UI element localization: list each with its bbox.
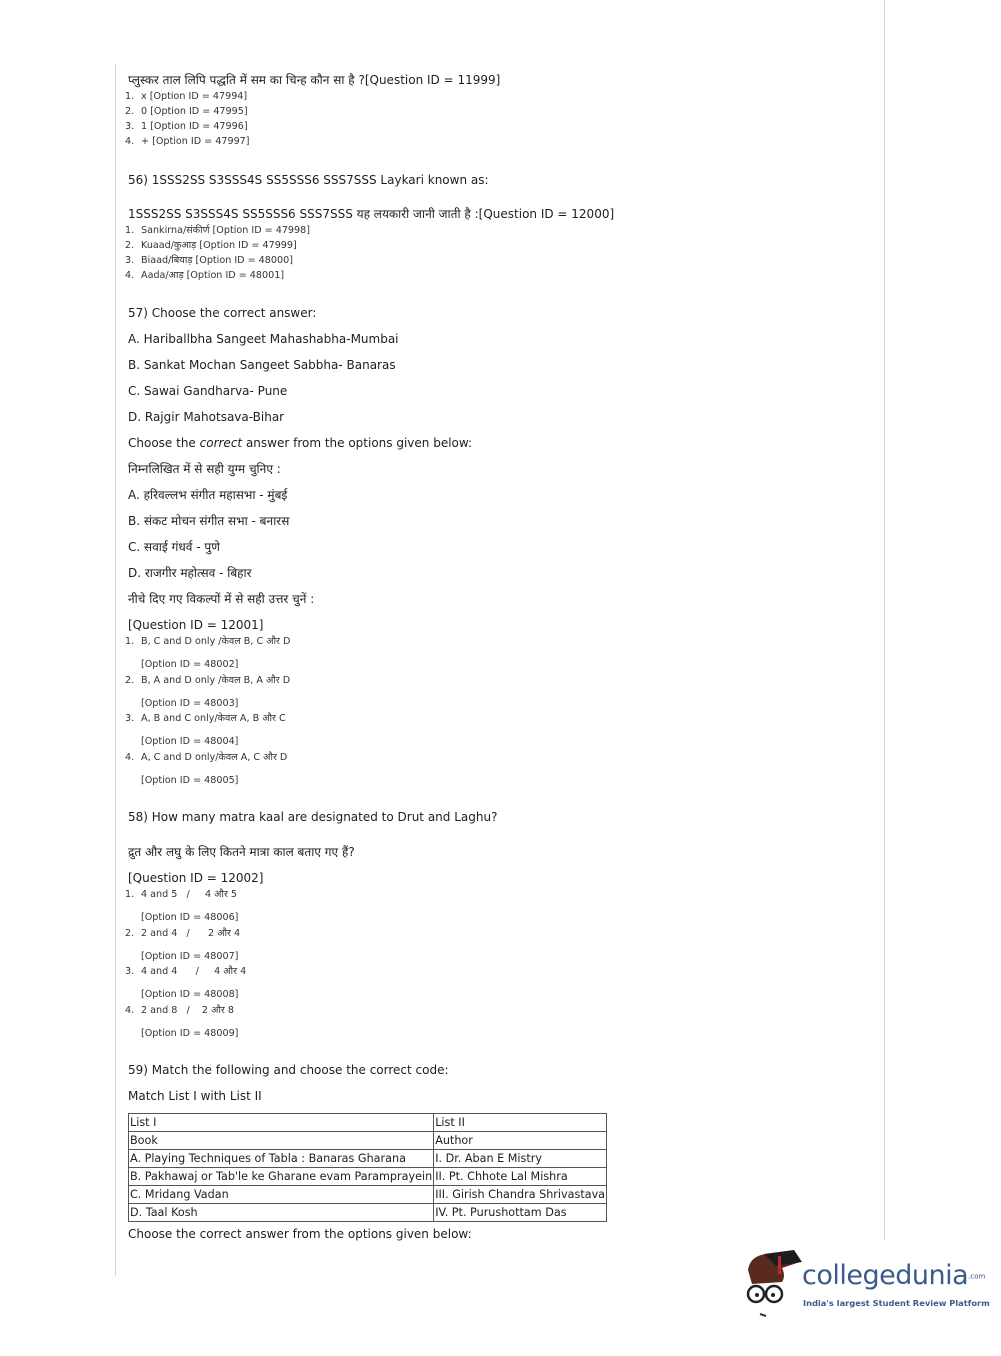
option: 2. B, A and D only /केवल B, A और D	[125, 675, 291, 686]
question-id: [Question ID = 12002]	[128, 871, 264, 885]
question-59-subtitle: Match List I with List II	[128, 1089, 262, 1103]
table-row: List I List II	[129, 1114, 607, 1132]
option: 3. 1 [Option ID = 47996]	[125, 121, 248, 132]
option-id: [Option ID = 48002]	[141, 659, 239, 670]
question-59-title: 59) Match the following and choose the correct code:	[128, 1063, 449, 1077]
brand-name: collegedunia.com	[802, 1260, 986, 1291]
option: 1. B, C and D only /केवल B, C और D	[125, 636, 291, 647]
option-id: [Option ID = 48006]	[141, 912, 239, 923]
brand-tagline: India's largest Student Review Platform	[803, 1298, 990, 1308]
collegedunia-logo	[742, 1248, 990, 1320]
question-56-hindi: 1SSS2SS S3SSS4S SS5SSS6 SSS7SSS यह लयकारी जानी जाती है :[Question ID = 12000]	[128, 207, 615, 221]
option: 2. 0 [Option ID = 47995]	[125, 106, 248, 117]
option-id: [Option ID = 48004]	[141, 736, 239, 747]
table-row: C. Mridang Vadan III. Girish Chandra Shrivastava	[129, 1186, 607, 1204]
option: 3. 4 and 4 / 4 और 4	[125, 966, 247, 977]
statement: C. Sawai Gandharva- Pune	[128, 384, 288, 398]
hindi-line: C. सवाई गंधर्व - पुणे	[128, 540, 220, 554]
match-table	[128, 1113, 607, 1222]
option: 1. 4 and 5 / 4 और 5	[125, 889, 238, 900]
hindi-line: निम्नलिखित में से सही युग्म चुनिए :	[128, 462, 281, 476]
choose-instruction: Choose the correct answer from the options given below:	[128, 1227, 472, 1241]
question-58-hindi: द्रुत और लघु के लिए कितने मात्रा काल बताए गए हैं?	[128, 845, 355, 859]
table-row: Book Author	[129, 1132, 607, 1150]
option: 4. + [Option ID = 47997]	[125, 136, 250, 147]
hindi-line: A. हरिवल्लभ संगीत महासभा - मुंबई	[128, 488, 288, 502]
statement: D. Rajgir Mahotsava-Bihar	[128, 410, 285, 424]
table-row: A. Playing Techniques of Tabla : Banaras Gharana I. Dr. Aban E Mistry	[129, 1150, 607, 1168]
option: 3. Biaad/बियाड़ [Option ID = 48000]	[125, 255, 293, 266]
option: 2. 2 and 4 / 2 और 4	[125, 928, 241, 939]
option-id: [Option ID = 48005]	[141, 775, 239, 786]
question-55-text: प्लुस्कर ताल लिपि पद्धति में सम का चिन्ह कौन सा है ?[Question ID = 11999]	[128, 73, 501, 87]
option-id: [Option ID = 48003]	[141, 698, 239, 709]
option: 4. 2 and 8 / 2 और 8	[125, 1005, 234, 1016]
choose-instruction: Choose the correct answer from the options given below:	[128, 436, 473, 450]
question-id: [Question ID = 12001]	[128, 618, 264, 632]
left-margin-line	[115, 64, 116, 1276]
option: 3. A, B and C only/केवल A, B और C	[125, 713, 286, 724]
option: 4. A, C and D only/केवल A, C और D	[125, 752, 288, 763]
question-58-title: 58) How many matra kaal are designated to Drut and Laghu?	[128, 810, 498, 824]
hindi-line: B. संकट मोचन संगीत सभा - बनारस	[128, 514, 290, 528]
table-row: D. Taal Kosh IV. Pt. Purushottam Das	[129, 1204, 607, 1222]
mascot-icon	[742, 1248, 804, 1320]
option: 1. x [Option ID = 47994]	[125, 91, 248, 102]
hindi-line: नीचे दिए गए विकल्पों में से सही उत्तर चुनें :	[128, 592, 315, 606]
table-row: B. Pakhawaj or Tab'le ke Gharane evam Paramprayein II. Pt. Chhote Lal Mishra	[129, 1168, 607, 1186]
question-57-title: 57) Choose the correct answer:	[128, 306, 317, 320]
option-id: [Option ID = 48007]	[141, 951, 239, 962]
right-margin-line	[884, 0, 885, 1240]
statement: B. Sankat Mochan Sangeet Sabbha- Banaras	[128, 358, 396, 372]
option-id: [Option ID = 48008]	[141, 989, 239, 1000]
option-id: [Option ID = 48009]	[141, 1028, 239, 1039]
option: 4. Aada/आड़ [Option ID = 48001]	[125, 270, 285, 281]
hindi-line: D. राजगीर महोत्सव - बिहार	[128, 566, 252, 580]
option: 2. Kuaad/कुआड़ [Option ID = 47999]	[125, 240, 297, 251]
question-56-title: 56) 1SSS2SS S3SSS4S SS5SSS6 SSS7SSS Laykari known as:	[128, 173, 489, 187]
statement: A. Hariballbha Sangeet Mahashabha-Mumbai	[128, 332, 399, 346]
option: 1. Sankirna/संकीर्ण [Option ID = 47998]	[125, 225, 310, 236]
